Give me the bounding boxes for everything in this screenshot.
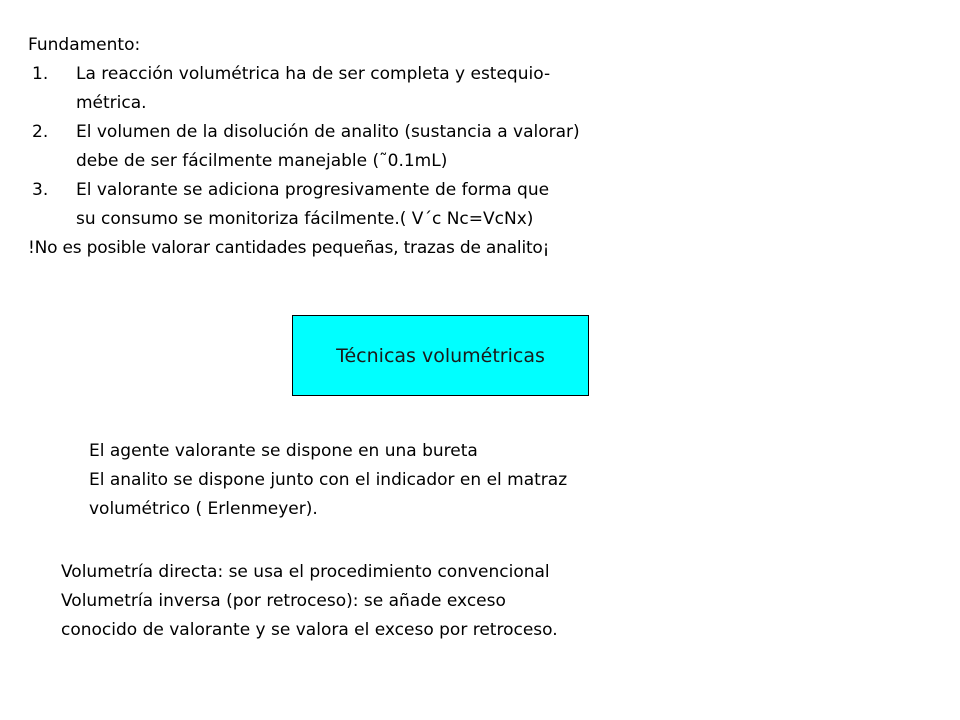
agente-section [89,437,567,524]
list-item-line: métrica. [76,93,147,113]
agente-line: El analito se dispone junto con el indicador en el matraz [89,470,568,490]
volumetria-section [61,558,558,645]
fundamento-heading: Fundamento: [28,35,141,55]
list-item [28,176,580,234]
list-item-line: El volumen de la disolución de analito (sustancia a valorar) [76,122,580,142]
list-item [28,118,580,176]
title-box-label: Técnicas volumétricas [336,344,545,367]
fundamento-section [28,31,580,263]
list-item-line: debe de ser fácilmente manejable (˜0.1mL) [76,151,448,171]
list-item-number: 3. [32,180,49,200]
volumetria-line: conocido de valorante y se valora el exceso por retroceso. [61,620,558,640]
volumetria-line: Volumetría inversa (por retroceso): se añade exceso [61,591,506,611]
title-box [292,315,589,396]
list-item [28,60,580,118]
list-item-line: su consumo se monitoriza fácilmente.( V´c Nc=VcNx) [76,209,534,229]
agente-line: El agente valorante se dispone en una bureta [89,441,478,461]
list-item-number: 1. [32,64,49,84]
warning-text: !No es posible valorar cantidades pequeñas, trazas de analito¡ [28,238,550,258]
list-item-line: El valorante se adiciona progresivamente de forma que [76,180,550,200]
list-item-line: La reacción volumétrica ha de ser completa y estequio- [76,64,551,84]
list-item-number: 2. [32,122,49,142]
agente-line: volumétrico ( Erlenmeyer). [89,499,318,519]
volumetria-line: Volumetría directa: se usa el procedimiento convencional [61,562,550,582]
